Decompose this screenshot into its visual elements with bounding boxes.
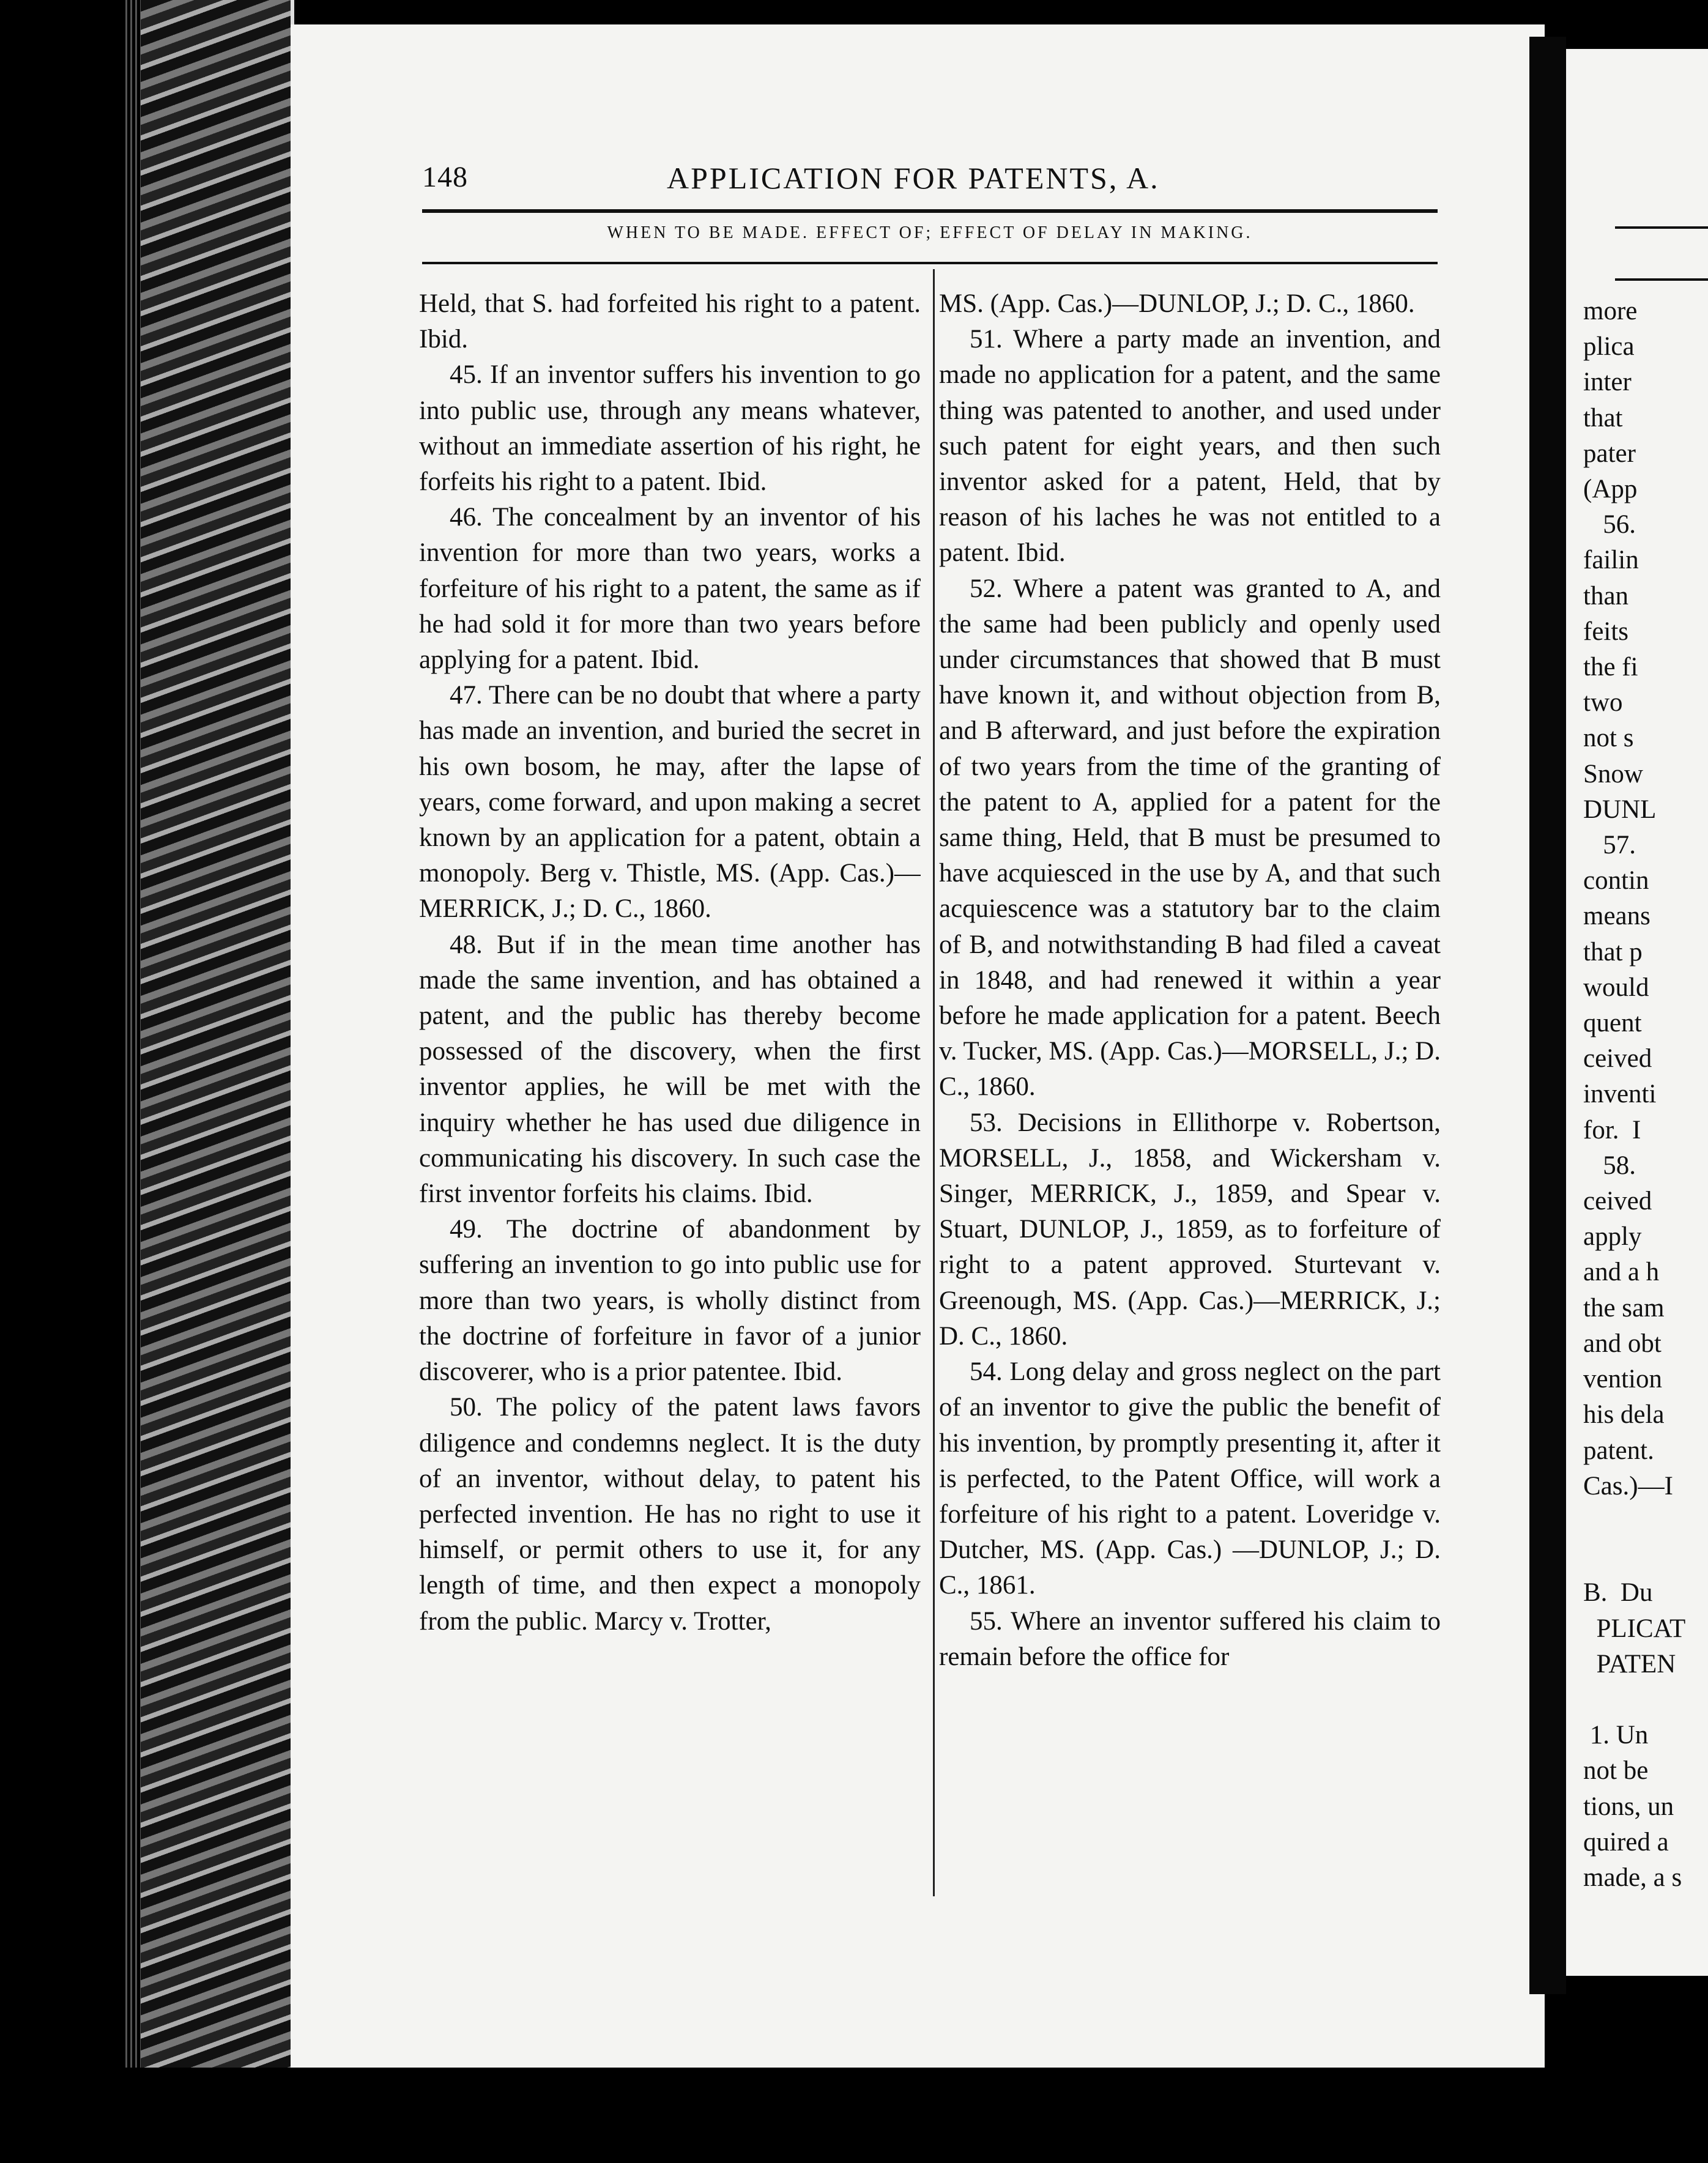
paragraph: 52. Where a patent was granted to A, and the same had been publicly and openly used under circumstances that showed that B must have known it, and without objection from B, and B afterward, and just before the expiration of two years from the time of the granting of the patent to A, applied for a patent for the same thing, Held, that B must be presumed to have acquiesced in the use by A, and that such acquiescence was a statutory bar to the claim of B, and notwithstanding B had filed a caveat in 1848, and had renewed it within a year before he made application for a patent. Beech v. Tucker, MS. (App. Cas.)—MORSELL, J.; D. C., 1860. [939,574,1441,1102]
facing-page-rule [1615,226,1708,229]
section-subheading: WHEN TO BE MADE. EFFECT OF; EFFECT OF DELAY IN MAKING. [607,223,1253,242]
paragraph: MS. (App. Cas.)—DUNLOP, J.; D. C., 1860. [939,289,1415,318]
paragraph: 46. The concealment by an inventor of his invention for more than two years, works a forfeiture of his right to a patent, the same as if he had sold it for more than two years before applying for a patent. Ibid. [419,503,921,675]
header-rule [422,209,1438,213]
paragraph: 55. Where an inventor suffered his claim to remain before the office for [939,1606,1441,1671]
facing-page-text: more plica inter that pater (App 56. failin than feits the fi two not s Snow DUNL 57. contin means that p would quent ceived inventi for. I 58. ceived apply and a h the sam and obt vention his dela patent. Cas.)—I B. Du PLICAT PATEN 1. Un not be tions, un quired a made, a s [1583,297,1686,1892]
column-divider [933,269,935,1896]
book-gutter [1529,37,1566,1994]
paragraph: 47. There can be no doubt that where a party has made an invention, and buried the secret in his own bosom, he may, after the lapse of years, come forward, and upon making a secret known by an application for a patent, obtain a monopoly. Berg v. Thistle, MS. (App. Cas.)—MERRICK, J.; D. C., 1860. [419,681,921,924]
page-title: APPLICATION FOR PATENTS, A. [667,161,1160,195]
paragraph: 48. But if in the mean time another has made the same invention, and has obtained a patent, and the public has thereby become possessed of the discovery, when the first inventor applies, he will be met with the inquiry whether he has used due diligence in communicating his discovery. In such case the first inventor forfeits his claims. Ibid. [419,930,921,1209]
facing-page-rule [1615,278,1708,281]
paragraph: 45. If an inventor suffers his invention to go into public use, through any means whatever, without an immediate assertion of his right, he forfeits his right to a patent. Ibid. [419,360,921,497]
paragraph: 51. Where a party made an invention, and made no application for a patent, and the same thing was patented to another, and used under such patent for eight years, and then such inventor asked for a patent, Held, that by reason of his laches he was not entitled to a patent. Ibid. [939,325,1441,568]
right-column [939,286,1441,1907]
page-shadow [122,2068,1548,2163]
paragraph: 50. The policy of the patent laws favors diligence and condemns neglect. It is the duty of an inventor, without delay, to patent his perfected invention. He has no right to use it himself, or permit others to use it, for any length of time, and then expect a monopoly from the public. Marcy v. Trotter, [419,1393,921,1636]
paragraph: Held, that S. had forfeited his right to a patent. Ibid. [419,289,921,354]
paragraph: 54. Long delay and gross neglect on the part of an inventor to give the public the benefit of his invention, by promptly presenting it, after it is perfected, to the Patent Office, will work a forfeiture of his right to a patent. Loveridge v. Dutcher, MS. (App. Cas.) —DUNLOP, J.; D. C., 1861. [939,1357,1441,1600]
running-head [422,160,1438,209]
marbled-endpaper [141,0,294,2080]
page-number: 148 [422,161,468,193]
paragraph: 49. The doctrine of abandonment by suffering an invention to go into public use for more than two years, is wholly distinct from the doctrine of forfeiture in favor of a junior discoverer, who is a prior patentee. Ibid. [419,1215,921,1387]
paragraph: 53. Decisions in Ellithorpe v. Robertson, MORSELL, J., 1858, and Wickersham v. Singer, MERRICK, J., 1859, and Spear v. Stuart, DUNLOP, J., 1859, as to forfeiture of right to a patent approved. Sturtevant v. Greenough, MS. (App. Cas.)—MERRICK, J.; D. C., 1860. [939,1108,1441,1351]
left-column [419,286,921,1907]
facing-page [1566,49,1708,1976]
header-rule [422,262,1438,264]
